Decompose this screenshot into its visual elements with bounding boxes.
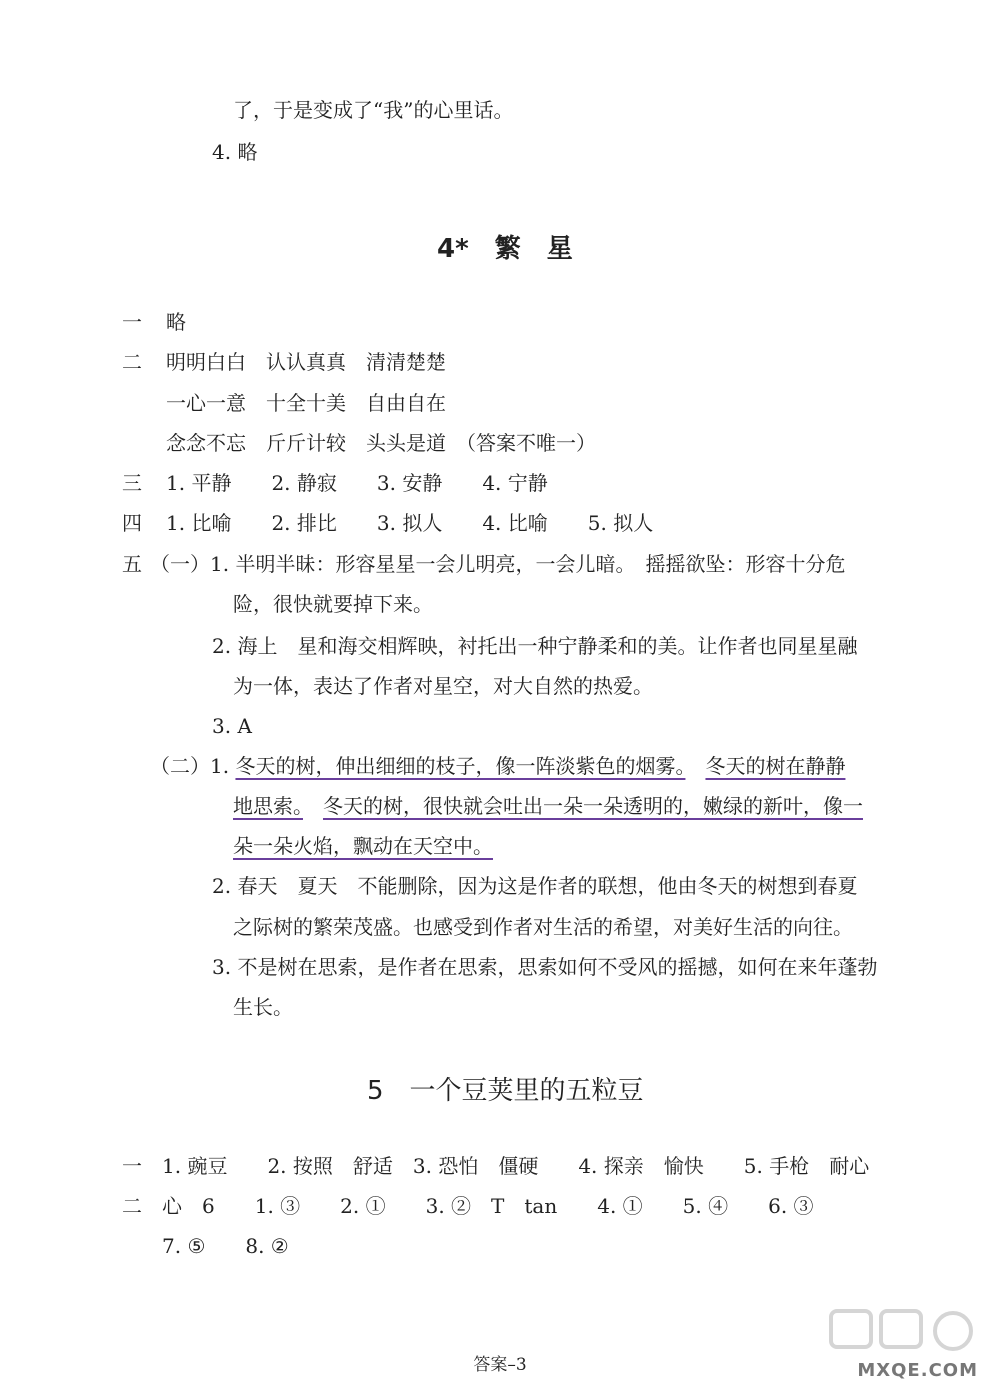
continuation-line: 了，于是变成了“我”的心里话。 <box>233 98 514 122</box>
section-title-5: 5 一个豆荚里的五粒豆 <box>367 1076 644 1106</box>
q2-text-line3: 念念不忘 斤斤计较 头头是道 （答案不唯一） <box>166 431 596 455</box>
q3-text: 1. 平静 2. 静寂 3. 安静 4. 宁静 <box>166 471 548 495</box>
q4-text: 1. 比喻 2. 排比 3. 拟人 4. 比喻 5. 拟人 <box>166 511 654 535</box>
underlined-sentence-1: 冬天的树，伸出细细的枝子，像一阵淡紫色的烟雾。 <box>235 754 686 778</box>
q4-key: 四 <box>122 511 142 535</box>
q5-part2-prefix: （二）1. <box>150 754 236 778</box>
q1-text: 略 <box>166 310 186 334</box>
q1-key: 一 <box>122 310 142 334</box>
q2-text-line1: 明明白白 认认真真 清清楚楚 <box>166 350 446 374</box>
underlined-sentence-3a: 冬天的树，很快就会吐出一朵一朵透明的，嫩绿的新叶，像一 <box>323 794 863 818</box>
q5-key: 五 <box>122 552 142 576</box>
q5-part2-3-line1: 3. 不是树在思索，是作者在思索，思索如何不受风的摇撼，如何在来年蓬勃 <box>212 955 878 979</box>
underlined-sentence-3b: 朵一朵火焰，飘动在天空中。 <box>233 834 493 858</box>
q3-key: 三 <box>122 471 142 495</box>
q5-part1-3: 3. A <box>212 714 252 738</box>
section-title-4: 4* 繁 星 <box>437 234 573 264</box>
q5-part2-line2 <box>233 792 863 820</box>
q5-part1-line2: 险，很快就要掉下来。 <box>233 592 433 616</box>
s5-q2-key: 二 <box>122 1194 142 1218</box>
answer-4-omitted: 4. 略 <box>212 140 258 164</box>
q5-part2-line3 <box>233 832 493 860</box>
q5-part2-3-line2: 生长。 <box>233 995 293 1019</box>
underlined-sentence-2b: 地思索。 <box>233 794 303 818</box>
q5-part2-2-line2: 之际树的繁荣茂盛。也感受到作者对生活的希望，对美好生活的向往。 <box>233 915 853 939</box>
q2-text-line2: 一心一意 十全十美 自由自在 <box>166 391 446 415</box>
q5-part1-line1: （一）1. 半明半昧：形容星星一会儿明亮，一会儿暗。 摇摇欲坠：形容十分危 <box>150 552 846 576</box>
s5-q1-key: 一 <box>122 1154 142 1178</box>
s5-q1-text: 1. 豌豆 2. 按照 舒适 3. 恐怕 僵硬 4. 探亲 愉快 5. 手枪 耐心 <box>162 1154 870 1178</box>
s5-q2-cont: 7. ⑤ 8. ② <box>162 1234 289 1258</box>
s5-q2-text: 心 6 1. ③ 2. ① 3. ② T tan 4. ① 5. ④ 6. ③ <box>162 1194 814 1218</box>
q5-part2-2-line1: 2. 春天 夏天 不能删除，因为这是作者的联想，他由冬天的树想到春夏 <box>212 874 858 898</box>
page-footer: 答案–3 <box>473 1355 527 1375</box>
q5-part1-2-line2: 为一体，表达了作者对星空，对大自然的热爱。 <box>233 674 653 698</box>
watermark-text: MXQE.COM <box>857 1360 978 1381</box>
underlined-sentence-2a: 冬天的树在静静 <box>705 754 846 778</box>
q2-key: 二 <box>122 350 142 374</box>
q5-part1-2-line1: 2. 海上 星和海交相辉映，衬托出一种宁静柔和的美。让作者也同星星融 <box>212 634 858 658</box>
q5-part2-line1 <box>150 752 845 780</box>
